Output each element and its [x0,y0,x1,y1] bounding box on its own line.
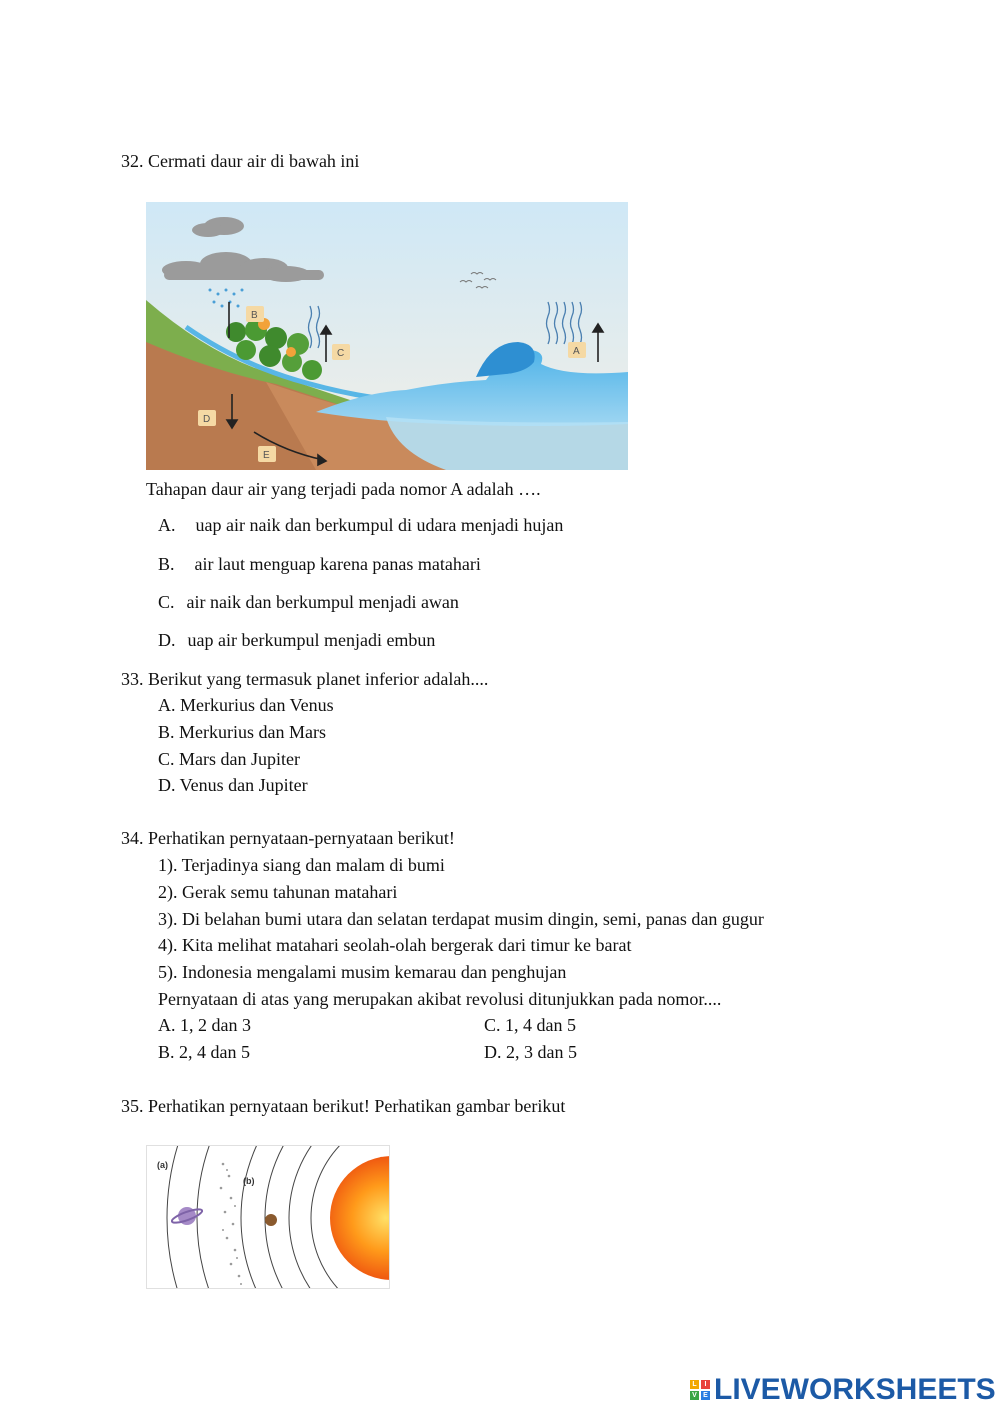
label-a: A [573,346,580,357]
q33-option-d[interactable]: D. Venus dan Jupiter [158,775,308,795]
label-b: (b) [243,1176,255,1186]
label-c: C [337,348,345,359]
q32-option-b-letter: B. [158,554,175,574]
q32-option-c-letter: C. [158,592,175,612]
q33-option-c[interactable]: C. Mars dan Jupiter [158,749,300,769]
q32-option-d-text: uap air berkumpul menjadi embun [187,630,436,650]
logo-block-e: E [701,1391,710,1400]
q32-option-c-text: air naik dan berkumpul menjadi awan [186,592,459,612]
label-e: E [263,450,270,461]
q32-option-d[interactable] [158,631,435,649]
q34-statement-2: 2). Gerak semu tahunan matahari [158,882,398,902]
logo-text: LIVEWORKSHEETS [714,1373,996,1406]
q34-option-a[interactable]: A. 1, 2 dan 3 [158,1015,251,1035]
label-d: D [203,414,211,425]
q32-option-b[interactable] [158,555,481,573]
q33-option-b[interactable]: B. Merkurius dan Mars [158,722,326,742]
q32-option-c[interactable] [158,593,459,611]
logo-block-v: V [690,1391,699,1400]
label-b: B [251,310,258,321]
q34-option-c[interactable]: C. 1, 4 dan 5 [484,1015,576,1035]
q32-option-a-text: uap air naik dan berkumpul di udara menjadi hujan [195,515,564,535]
q34-statement-3: 3). Di belahan bumi utara dan selatan terdapat musim dingin, semi, panas dan gugur [158,909,764,929]
solar-system-image [146,1145,390,1289]
q34-statement-5: 5). Indonesia mengalami musim kemarau dan penghujan [158,962,567,982]
logo-blocks-icon [690,1380,710,1400]
logo-block-l: L [690,1380,699,1389]
label-a: (a) [157,1160,168,1170]
water-cycle-image [146,202,628,470]
q33-option-a[interactable]: A. Merkurius dan Venus [158,695,334,715]
water-cycle-illustration [146,202,628,470]
solar-system-illustration [147,1146,390,1289]
q32-option-d-letter: D. [158,630,176,650]
planet-icon [265,1214,277,1226]
question-32-title: 32. Cermati daur air di bawah ini [121,151,360,171]
question-34-prompt: Pernyataan di atas yang merupakan akibat revolusi ditunjukkan pada nomor.... [158,989,722,1009]
question-34-title: 34. Perhatikan pernyataan-pernyataan berikut! [121,828,455,848]
q34-option-d[interactable]: D. 2, 3 dan 5 [484,1042,577,1062]
q32-option-a[interactable] [158,516,563,534]
question-32-prompt: Tahapan daur air yang terjadi pada nomor A adalah …. [146,479,541,499]
q34-statement-4: 4). Kita melihat matahari seolah-olah bergerak dari timur ke barat [158,935,632,955]
question-35-title: 35. Perhatikan pernyataan berikut! Perhatikan gambar berikut [121,1096,566,1116]
logo-block-i: I [701,1380,710,1389]
q34-option-b[interactable]: B. 2, 4 dan 5 [158,1042,250,1062]
question-33-title: 33. Berikut yang termasuk planet inferior adalah.... [121,669,489,689]
liveworksheets-logo[interactable] [690,1373,996,1406]
q34-statement-1: 1). Terjadinya siang dan malam di bumi [158,855,445,875]
q32-option-b-text: air laut menguap karena panas matahari [194,554,481,574]
q32-option-a-letter: A. [158,515,176,535]
